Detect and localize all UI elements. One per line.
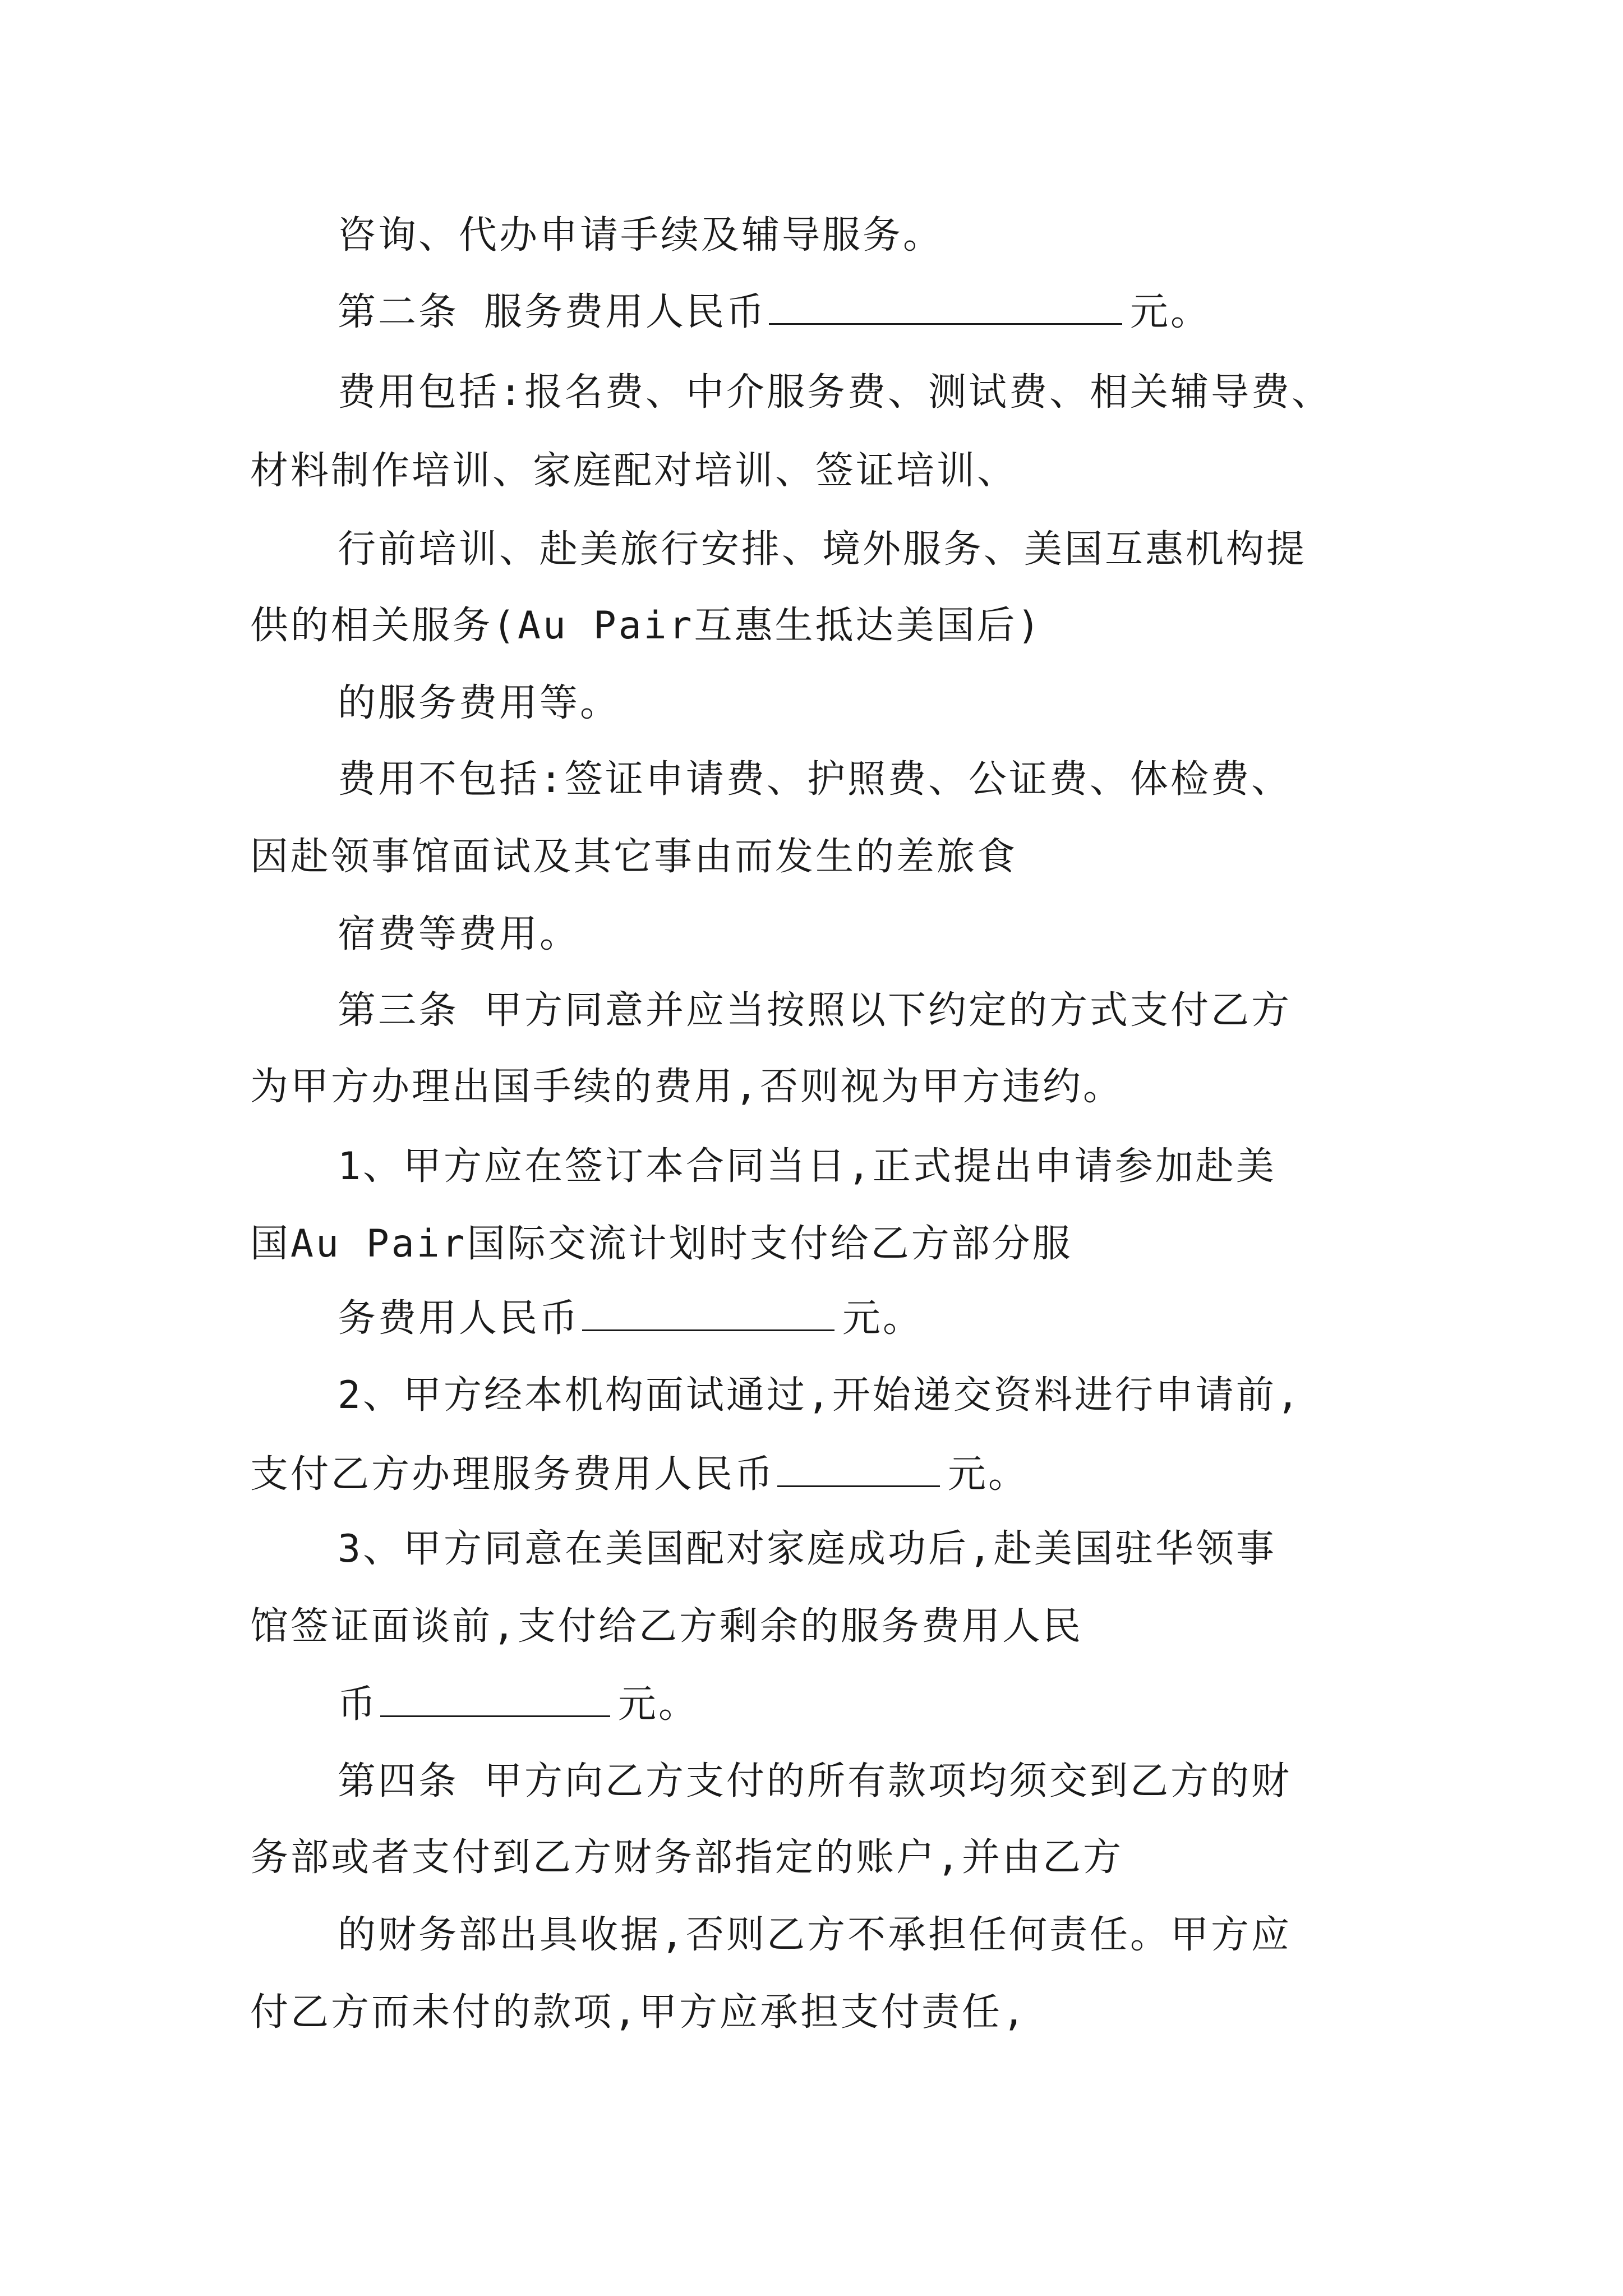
text-segment: 元。 (948, 1452, 1029, 1497)
fill-in-blank (380, 1676, 610, 1717)
text-line-fee-clause (338, 284, 1211, 341)
fill-in-blank (582, 1290, 834, 1331)
text-line-payment-2 (250, 1446, 1029, 1503)
text-line: 材料制作培训、家庭配对培训、签证培训、 (250, 449, 1018, 493)
text-segment: 元。 (842, 1296, 924, 1341)
text-line: 咨询、代办申请手续及辅导服务。 (338, 213, 944, 257)
text-segment: 币 (338, 1682, 379, 1727)
text-line: 宿费等费用。 (338, 912, 580, 956)
text-segment: 第二条 服务费用人民币 (338, 290, 767, 334)
text-line: 馆签证面谈前,支付给乙方剩余的服务费用人民 (250, 1604, 1083, 1649)
text-line: 供的相关服务(Au Pair互惠生抵达美国后) (250, 604, 1043, 648)
text-segment: 务费用人民币 (338, 1296, 580, 1341)
text-line: 1、甲方应在签订本合同当日,正式提出申请参加赴美 (338, 1144, 1276, 1189)
text-line: 的服务费用等。 (338, 681, 621, 725)
text-segment: 元。 (618, 1682, 699, 1727)
text-line: 3、甲方同意在美国配对家庭成功后,赴美国驻华领事 (338, 1527, 1276, 1571)
text-line-payment-1 (338, 1290, 923, 1347)
text-line: 2、甲方经本机构面试通过,开始递交资料进行申请前, (338, 1373, 1302, 1418)
text-line: 费用不包括:签证申请费、护照费、公证费、体检费、 (338, 757, 1292, 802)
fill-in-blank (777, 1446, 940, 1487)
text-line: 务部或者支付到乙方财务部指定的账户,并由乙方 (250, 1835, 1123, 1880)
text-line: 付乙方而未付的款项,甲方应承担支付责任, (250, 1990, 1027, 2035)
fill-in-blank (769, 284, 1122, 325)
text-line: 国Au Pair国际交流计划时支付给乙方部分服 (250, 1222, 1073, 1266)
text-line: 费用包括:报名费、中介服务费、测试费、相关辅导费、 (338, 370, 1332, 415)
text-line: 第三条 甲方同意并应当按照以下约定的方式支付乙方 (338, 988, 1292, 1033)
text-line: 第四条 甲方向乙方支付的所有款项均须交到乙方的财 (338, 1759, 1292, 1803)
text-line: 行前培训、赴美旅行安排、境外服务、美国互惠机构提 (338, 527, 1307, 572)
text-line: 的财务部出具收据,否则乙方不承担任何责任。甲方应 (338, 1913, 1292, 1957)
text-segment: 支付乙方办理服务费用人民币 (250, 1452, 776, 1497)
text-segment: 元。 (1129, 290, 1211, 334)
text-line: 为甲方办理出国手续的费用,否则视为甲方违约。 (250, 1065, 1123, 1109)
text-line: 因赴领事馆面试及其它事由而发生的差旅食 (250, 835, 1018, 879)
text-line-payment-3 (338, 1676, 699, 1733)
